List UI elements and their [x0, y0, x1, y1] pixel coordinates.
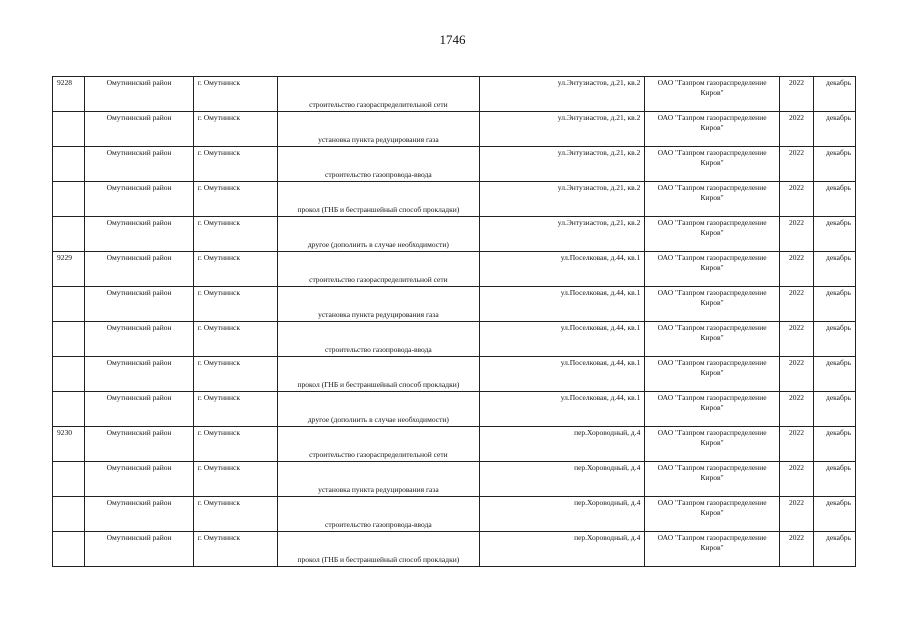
- row-number-cell: [53, 322, 85, 357]
- year-cell: 2022: [779, 462, 813, 497]
- year-cell: 2022: [779, 112, 813, 147]
- organization-cell: ОАО "Газпром газораспределение Киров": [645, 147, 780, 182]
- organization-cell: ОАО "Газпром газораспределение Киров": [645, 462, 780, 497]
- year-cell: 2022: [779, 532, 813, 567]
- month-cell: декабрь: [814, 147, 856, 182]
- address-cell: ул.Энтузиастов, д.21, кв.2: [479, 182, 645, 217]
- district-cell: Омутнинский район: [85, 497, 193, 532]
- gasification-table: [52, 76, 856, 567]
- address-cell: ул.Энтузиастов, д.21, кв.2: [479, 112, 645, 147]
- month-cell: декабрь: [814, 112, 856, 147]
- table-row: [53, 182, 856, 217]
- row-number-cell: 9229: [53, 252, 85, 287]
- year-cell: 2022: [779, 252, 813, 287]
- address-cell: ул.Поселковая, д.44, кв.1: [479, 252, 645, 287]
- district-cell: Омутнинский район: [85, 77, 193, 112]
- work-type-cell: установка пункта редуцирования газа: [278, 462, 479, 497]
- city-cell: г. Омутнинск: [193, 462, 277, 497]
- table-row: [53, 217, 856, 252]
- city-cell: г. Омутнинск: [193, 252, 277, 287]
- city-cell: г. Омутнинск: [193, 392, 277, 427]
- work-type-cell: прокол (ГНБ и бестраншейный способ прокладки): [278, 182, 479, 217]
- city-cell: г. Омутнинск: [193, 497, 277, 532]
- work-type-cell: строительство газопровода-ввода: [278, 322, 479, 357]
- district-cell: Омутнинский район: [85, 287, 193, 322]
- row-number-cell: 9230: [53, 427, 85, 462]
- work-type-cell: строительство газораспределительной сети: [278, 77, 479, 112]
- year-cell: 2022: [779, 392, 813, 427]
- district-cell: Омутнинский район: [85, 392, 193, 427]
- district-cell: Омутнинский район: [85, 462, 193, 497]
- address-cell: пер.Хороводный, д.4: [479, 532, 645, 567]
- table-body: [53, 77, 856, 567]
- city-cell: г. Омутнинск: [193, 322, 277, 357]
- city-cell: г. Омутнинск: [193, 427, 277, 462]
- month-cell: декабрь: [814, 287, 856, 322]
- table-row: [53, 287, 856, 322]
- month-cell: декабрь: [814, 182, 856, 217]
- month-cell: декабрь: [814, 322, 856, 357]
- district-cell: Омутнинский район: [85, 182, 193, 217]
- district-cell: Омутнинский район: [85, 112, 193, 147]
- work-type-cell: другое (дополнить в случае необходимости): [278, 392, 479, 427]
- city-cell: г. Омутнинск: [193, 182, 277, 217]
- month-cell: декабрь: [814, 77, 856, 112]
- address-cell: пер.Хороводный, д.4: [479, 462, 645, 497]
- district-cell: Омутнинский район: [85, 427, 193, 462]
- work-type-cell: другое (дополнить в случае необходимости): [278, 217, 479, 252]
- work-type-cell: строительство газопровода-ввода: [278, 147, 479, 182]
- month-cell: декабрь: [814, 532, 856, 567]
- year-cell: 2022: [779, 357, 813, 392]
- address-cell: ул.Энтузиастов, д.21, кв.2: [479, 217, 645, 252]
- city-cell: г. Омутнинск: [193, 287, 277, 322]
- row-number-cell: [53, 392, 85, 427]
- year-cell: 2022: [779, 497, 813, 532]
- row-number-cell: [53, 497, 85, 532]
- row-number-cell: [53, 357, 85, 392]
- month-cell: декабрь: [814, 462, 856, 497]
- organization-cell: ОАО "Газпром газораспределение Киров": [645, 357, 780, 392]
- month-cell: декабрь: [814, 392, 856, 427]
- organization-cell: ОАО "Газпром газораспределение Киров": [645, 322, 780, 357]
- month-cell: декабрь: [814, 357, 856, 392]
- table-row: [53, 392, 856, 427]
- table-row: [53, 77, 856, 112]
- organization-cell: ОАО "Газпром газораспределение Киров": [645, 287, 780, 322]
- address-cell: ул.Поселковая, д.44, кв.1: [479, 392, 645, 427]
- row-number-cell: [53, 217, 85, 252]
- year-cell: 2022: [779, 322, 813, 357]
- organization-cell: ОАО "Газпром газораспределение Киров": [645, 427, 780, 462]
- table-row: [53, 147, 856, 182]
- table-row: [53, 497, 856, 532]
- table-row: [53, 322, 856, 357]
- organization-cell: ОАО "Газпром газораспределение Киров": [645, 182, 780, 217]
- organization-cell: ОАО "Газпром газораспределение Киров": [645, 252, 780, 287]
- row-number-cell: [53, 462, 85, 497]
- address-cell: пер.Хороводный, д.4: [479, 497, 645, 532]
- month-cell: декабрь: [814, 427, 856, 462]
- address-cell: ул.Энтузиастов, д.21, кв.2: [479, 77, 645, 112]
- address-cell: пер.Хороводный, д.4: [479, 427, 645, 462]
- month-cell: декабрь: [814, 217, 856, 252]
- organization-cell: ОАО "Газпром газораспределение Киров": [645, 77, 780, 112]
- city-cell: г. Омутнинск: [193, 77, 277, 112]
- address-cell: ул.Поселковая, д.44, кв.1: [479, 322, 645, 357]
- district-cell: Омутнинский район: [85, 252, 193, 287]
- table-row: [53, 357, 856, 392]
- table-row: [53, 462, 856, 497]
- work-type-cell: строительство газопровода-ввода: [278, 497, 479, 532]
- year-cell: 2022: [779, 427, 813, 462]
- page-number: 1746: [439, 32, 466, 47]
- organization-cell: ОАО "Газпром газораспределение Киров": [645, 392, 780, 427]
- year-cell: 2022: [779, 217, 813, 252]
- table-row: [53, 252, 856, 287]
- row-number-cell: [53, 112, 85, 147]
- organization-cell: ОАО "Газпром газораспределение Киров": [645, 497, 780, 532]
- month-cell: декабрь: [814, 252, 856, 287]
- district-cell: Омутнинский район: [85, 217, 193, 252]
- city-cell: г. Омутнинск: [193, 532, 277, 567]
- work-type-cell: установка пункта редуцирования газа: [278, 112, 479, 147]
- work-type-cell: строительство газораспределительной сети: [278, 252, 479, 287]
- district-cell: Омутнинский район: [85, 147, 193, 182]
- work-type-cell: прокол (ГНБ и бестраншейный способ прокладки): [278, 357, 479, 392]
- row-number-cell: [53, 182, 85, 217]
- district-cell: Омутнинский район: [85, 322, 193, 357]
- year-cell: 2022: [779, 287, 813, 322]
- row-number-cell: [53, 287, 85, 322]
- work-type-cell: строительство газораспределительной сети: [278, 427, 479, 462]
- city-cell: г. Омутнинск: [193, 217, 277, 252]
- address-cell: ул.Поселковая, д.44, кв.1: [479, 287, 645, 322]
- work-type-cell: установка пункта редуцирования газа: [278, 287, 479, 322]
- city-cell: г. Омутнинск: [193, 147, 277, 182]
- address-cell: ул.Энтузиастов, д.21, кв.2: [479, 147, 645, 182]
- table-row: [53, 427, 856, 462]
- month-cell: декабрь: [814, 497, 856, 532]
- address-cell: ул.Поселковая, д.44, кв.1: [479, 357, 645, 392]
- district-cell: Омутнинский район: [85, 357, 193, 392]
- table-row: [53, 112, 856, 147]
- row-number-cell: 9228: [53, 77, 85, 112]
- organization-cell: ОАО "Газпром газораспределение Киров": [645, 532, 780, 567]
- city-cell: г. Омутнинск: [193, 357, 277, 392]
- city-cell: г. Омутнинск: [193, 112, 277, 147]
- year-cell: 2022: [779, 147, 813, 182]
- district-cell: Омутнинский район: [85, 532, 193, 567]
- row-number-cell: [53, 532, 85, 567]
- table-row: [53, 532, 856, 567]
- organization-cell: ОАО "Газпром газораспределение Киров": [645, 112, 780, 147]
- row-number-cell: [53, 147, 85, 182]
- year-cell: 2022: [779, 77, 813, 112]
- year-cell: 2022: [779, 182, 813, 217]
- organization-cell: ОАО "Газпром газораспределение Киров": [645, 217, 780, 252]
- work-type-cell: прокол (ГНБ и бестраншейный способ прокладки): [278, 532, 479, 567]
